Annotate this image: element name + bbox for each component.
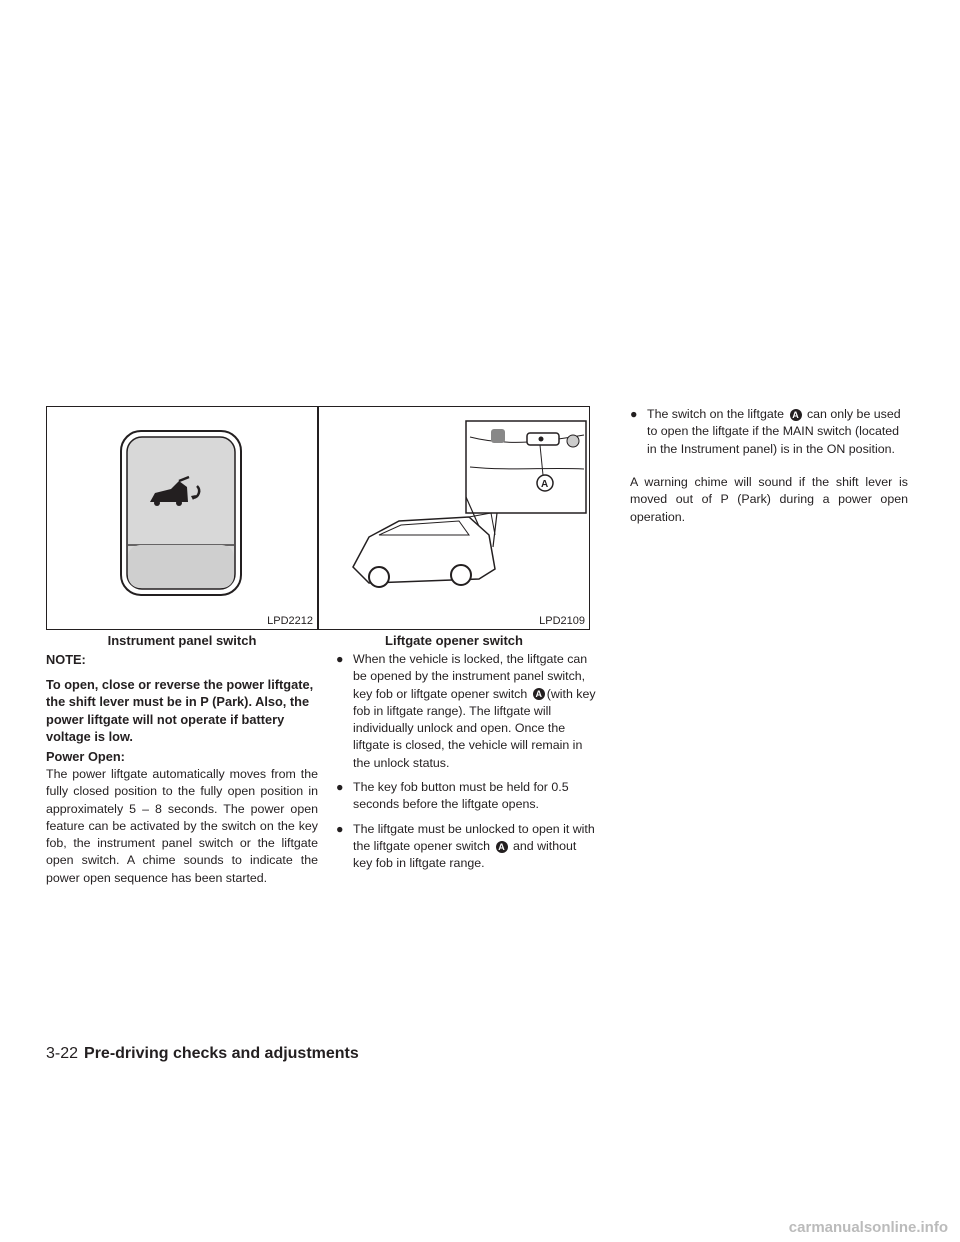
vehicle-liftgate-illustration — [319, 407, 587, 627]
bullet-list-col3 — [630, 406, 908, 465]
instrument-panel-switch-illustration — [47, 407, 315, 627]
figure-caption: Liftgate opener switch — [385, 633, 523, 648]
bullet-dot: ● — [336, 780, 344, 795]
figure-code: LPD2212 — [267, 615, 313, 627]
vehicle-icon — [353, 513, 495, 587]
bullet-text: The switch on the liftgate — [647, 407, 785, 421]
warning-text: A warning chime will sound if the shift lever is moved out of P (Park) during a power open operation. — [630, 475, 908, 524]
page-number: 3-22 — [46, 1045, 79, 1062]
page-footer — [46, 1045, 359, 1063]
bullet-text: can only be used to open the liftgate if the MAIN switch (located in the Instrument panel) is in the ON position. — [647, 407, 901, 456]
callout-a-marker: A — [790, 409, 802, 421]
power-open-heading: Power Open: — [46, 749, 125, 764]
figure-caption: Instrument panel switch — [107, 633, 257, 648]
figure-liftgate-opener-switch — [318, 406, 590, 630]
bullet-text: When the vehicle is locked, the liftgate can be opened by the instrument panel switch, key fob or liftgate opener switch — [353, 652, 588, 701]
figure-instrument-panel-switch — [46, 406, 318, 630]
callout-a-marker: A — [496, 841, 508, 853]
callout-a: A — [541, 479, 549, 490]
watermark: carmanualsonline.info — [788, 1219, 948, 1236]
bullet-item — [336, 821, 598, 873]
section-title: Pre-driving checks and adjustments — [84, 1045, 359, 1062]
bullet-item — [336, 779, 598, 814]
bullet-text: (with key fob in liftgate range). The liftgate will individually unlock and open. Once the liftgate is closed, the vehicle will remain in the unlock status. — [353, 686, 596, 770]
figure-code: LPD2109 — [539, 615, 585, 627]
bullet-dot: ● — [336, 821, 344, 836]
note-heading: NOTE: — [46, 652, 86, 667]
bullet-text: The key fob button must be held for 0.5 seconds before the liftgate opens. — [353, 780, 569, 812]
bullet-text: and without key fob in liftgate range. — [353, 838, 577, 871]
power-open-text: The power liftgate automatically moves from the fully closed position to the fully open position in approximately 5 – 8 seconds. The power open feature can be activated by the switch on the key fob, the instrument panel switch or the liftgate open switch. A chime sounds to indicate the power open sequence has been started. — [46, 767, 318, 885]
callout-a-marker: A — [533, 688, 545, 700]
bullet-list-col2 — [336, 651, 598, 880]
bullet-item — [630, 406, 908, 458]
note-text: To open, close or reverse the power liftgate, the shift lever must be in P (Park). Also, the power liftgate will not operate if battery voltage is low. — [46, 677, 314, 744]
bullet-dot: ● — [336, 652, 344, 666]
bullet-text: The liftgate must be unlocked to open it with the liftgate opener switch — [353, 821, 595, 853]
bullet-item — [336, 651, 598, 772]
bullet-dot: ● — [630, 407, 638, 421]
